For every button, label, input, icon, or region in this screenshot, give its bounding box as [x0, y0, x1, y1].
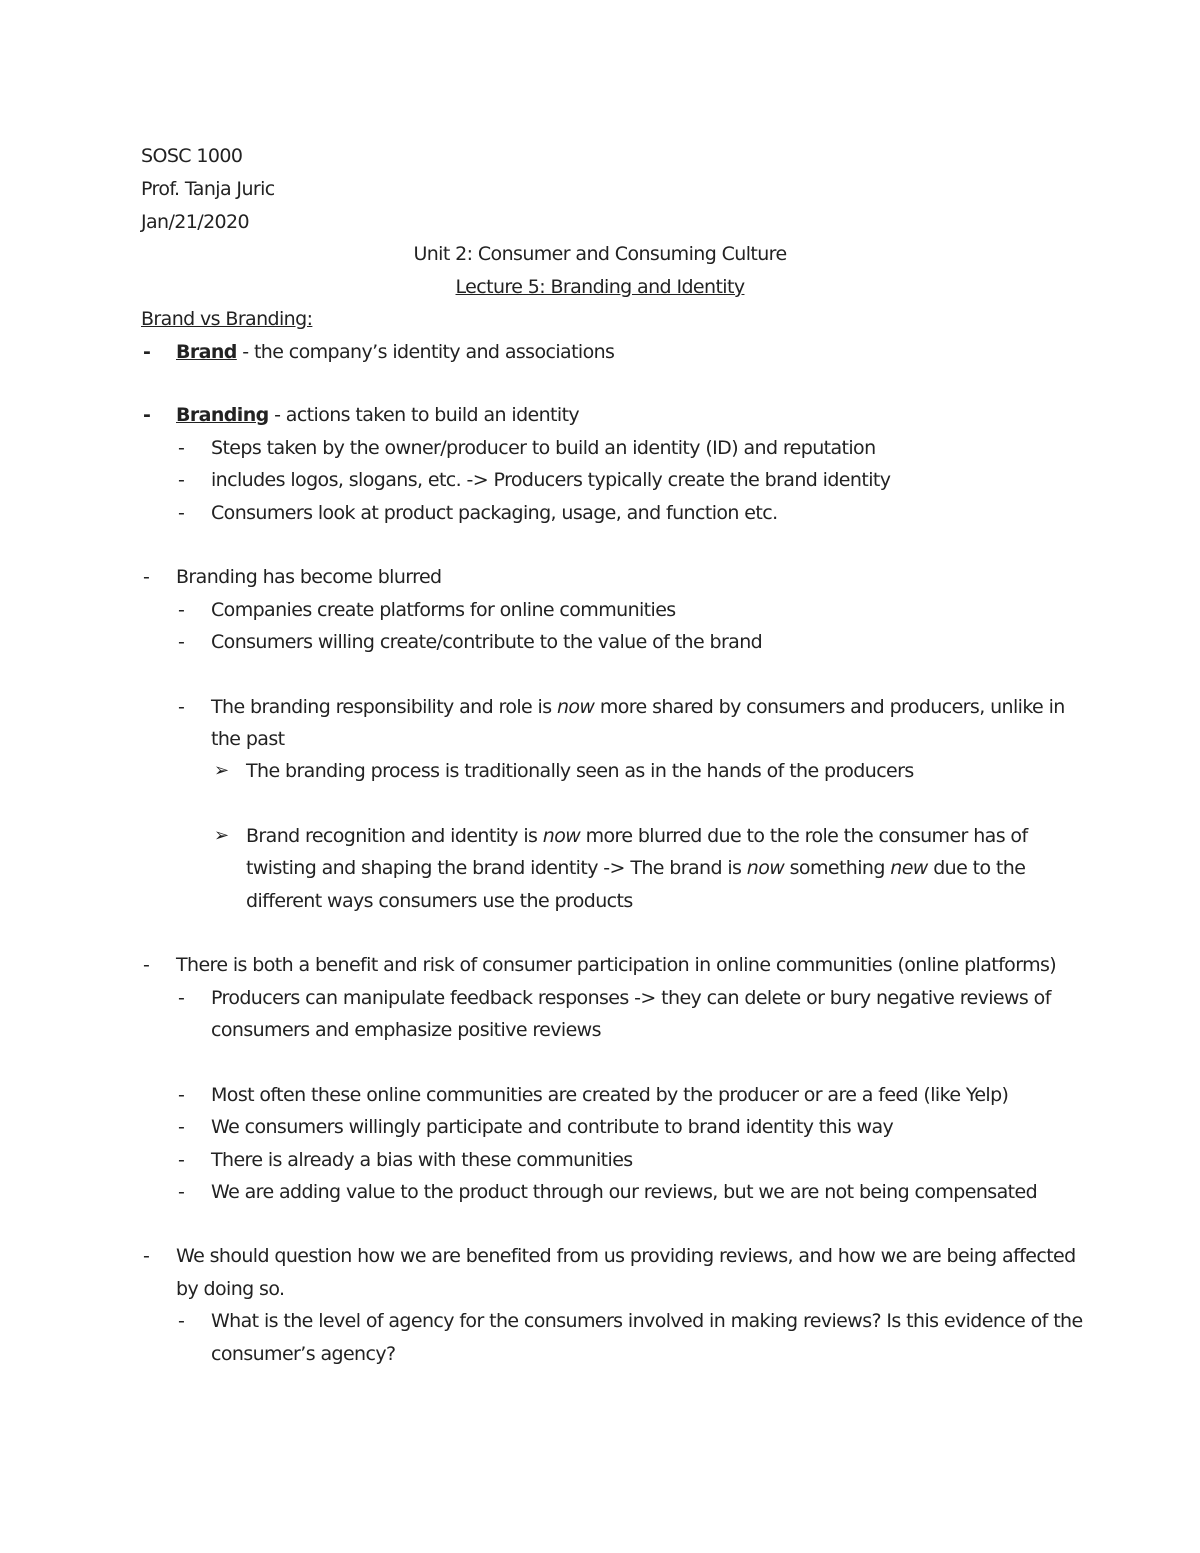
- bullet-dash: -: [178, 502, 185, 524]
- bullet-dash: -: [178, 1116, 185, 1138]
- list-item: Branding has become blurred: [176, 566, 442, 588]
- list-item: There is already a bias with these communities: [211, 1149, 633, 1171]
- bullet-dash: -: [178, 1084, 185, 1106]
- list-item-continuation: consumers and emphasize positive reviews: [211, 1019, 601, 1041]
- text-emphasis: now: [556, 696, 595, 718]
- list-item-continuation: [246, 852, 1025, 884]
- list-item: We are adding value to the product through our reviews, but we are not being compensated: [211, 1181, 1038, 1203]
- text-segment: more blurred due to the role the consumer has of: [580, 825, 1028, 847]
- text-emphasis: now: [746, 857, 785, 879]
- list-item-continuation: consumer’s agency?: [211, 1343, 396, 1365]
- bullet-dash: -: [178, 696, 185, 718]
- section-heading-wrap: [141, 303, 312, 335]
- list-item: Most often these online communities are created by the producer or are a feed (like Yelp): [211, 1084, 1009, 1106]
- arrow-bullet-icon: ➢: [214, 825, 230, 846]
- arrow-bullet-icon: ➢: [214, 760, 230, 781]
- branding-definition-line: [176, 399, 579, 431]
- list-item: Consumers willing create/contribute to the value of the brand: [211, 631, 763, 653]
- bullet-dash: -: [143, 566, 150, 588]
- lecture-date: Jan/21/2020: [141, 211, 250, 233]
- text-segment: something: [784, 857, 891, 879]
- branding-term: Branding: [176, 404, 269, 426]
- text-emphasis: new: [890, 857, 928, 879]
- bullet-dash: -: [178, 469, 185, 491]
- bullet-dash: -: [178, 631, 185, 653]
- list-item: We consumers willingly participate and contribute to brand identity this way: [211, 1116, 894, 1138]
- text-segment: The branding responsibility and role is: [211, 696, 557, 718]
- list-item: Companies create platforms for online communities: [211, 599, 676, 621]
- lecture-title-wrap: [0, 271, 1200, 303]
- brand-definition-line: [176, 336, 614, 368]
- bullet-dash: -: [143, 341, 151, 363]
- text-segment: more shared by consumers and producers, unlike in: [594, 696, 1065, 718]
- list-item: We should question how we are benefited from us providing reviews, and how we are being affected: [176, 1245, 1076, 1267]
- branding-definition: - actions taken to build an identity: [268, 404, 580, 426]
- bullet-dash: -: [178, 1310, 185, 1332]
- section-heading: Brand vs Branding:: [141, 308, 313, 330]
- list-item-arrow2: [246, 820, 1028, 852]
- course-code: SOSC 1000: [141, 145, 243, 167]
- unit-title: Unit 2: Consumer and Consuming Culture: [413, 243, 787, 265]
- text-segment: Brand recognition and identity is: [246, 825, 543, 847]
- brand-term: Brand: [176, 341, 237, 363]
- list-item: Producers can manipulate feedback responses -> they can delete or bury negative reviews of: [211, 987, 1051, 1009]
- bullet-dash: -: [143, 954, 150, 976]
- list-item-continuation: different ways consumers use the products: [246, 890, 633, 912]
- text-segment: twisting and shaping the brand identity -> The brand is: [246, 857, 747, 879]
- text-segment: due to the: [927, 857, 1026, 879]
- bullet-dash: -: [178, 1149, 185, 1171]
- lecture-title: Lecture 5: Branding and Identity: [455, 276, 745, 298]
- bullet-dash: -: [178, 599, 185, 621]
- bullet-dash: -: [178, 437, 185, 459]
- list-item: Consumers look at product packaging, usage, and function etc.: [211, 502, 778, 524]
- bullet-dash: -: [143, 1245, 150, 1267]
- list-item: The branding process is traditionally seen as in the hands of the producers: [246, 760, 914, 782]
- list-item: What is the level of agency for the consumers involved in making reviews? Is this evidence of the: [211, 1310, 1083, 1332]
- list-item: Steps taken by the owner/producer to build an identity (ID) and reputation: [211, 437, 876, 459]
- list-item-continuation: the past: [211, 728, 285, 750]
- text-emphasis: now: [542, 825, 581, 847]
- list-item-continuation: by doing so.: [176, 1278, 285, 1300]
- list-item: There is both a benefit and risk of consumer participation in online communities (online platforms): [176, 954, 1057, 976]
- professor-name: Prof. Tanja Juric: [141, 178, 275, 200]
- brand-definition: - the company’s identity and associations: [236, 341, 615, 363]
- list-item: includes logos, slogans, etc. -> Producers typically create the brand identity: [211, 469, 891, 491]
- list-item-shared: [211, 691, 1065, 723]
- bullet-dash: -: [178, 1181, 185, 1203]
- bullet-dash: -: [143, 404, 151, 426]
- bullet-dash: -: [178, 987, 185, 1009]
